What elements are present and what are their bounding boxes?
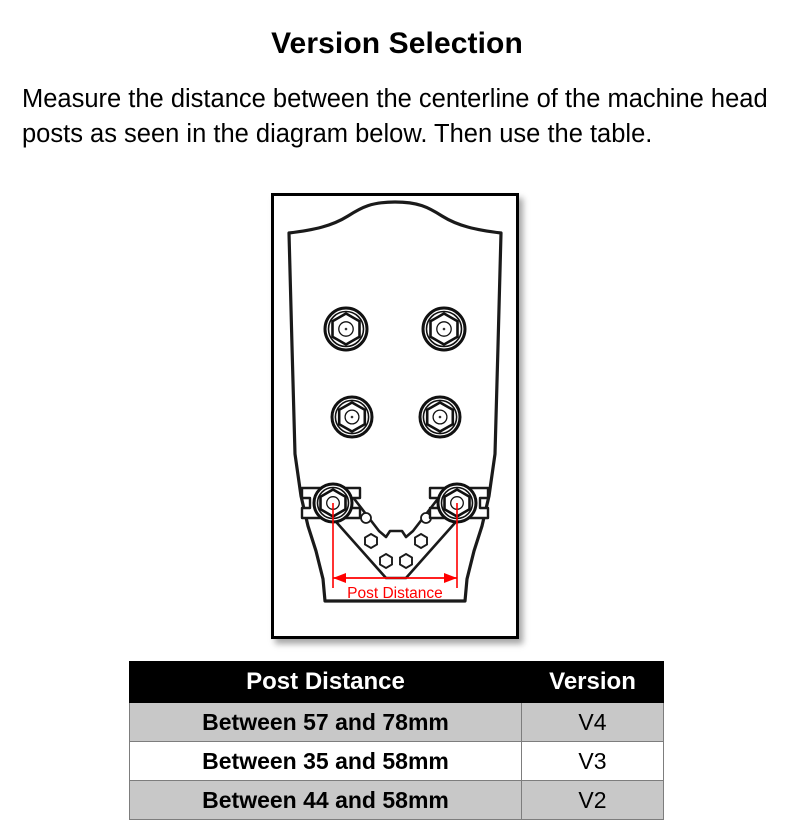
headstock-diagram-svg [274, 196, 516, 636]
headstock-diagram-frame [271, 193, 519, 639]
tuner-post-top-left [325, 308, 367, 350]
cell-post-distance: Between 57 and 78mm [130, 703, 522, 742]
tuner-post-bottom-right [420, 397, 460, 437]
post-distance-label: Post Distance [347, 585, 443, 602]
cell-post-distance: Between 35 and 58mm [130, 742, 522, 781]
table-row [130, 781, 664, 820]
table-header-row [130, 662, 664, 703]
table-row [130, 703, 664, 742]
column-header-post-distance: Post Distance [130, 662, 522, 703]
locking-clamp-right [430, 484, 488, 522]
locking-clamp-left [302, 484, 360, 522]
tuner-post-top-right [423, 308, 465, 350]
cell-post-distance: Between 44 and 58mm [130, 781, 522, 820]
cell-version: V3 [522, 742, 664, 781]
version-selection-table [129, 661, 664, 820]
cell-version: V2 [522, 781, 664, 820]
instructions-text: Measure the distance between the centerline of the machine head posts as seen in the diagram below. Then use the table. [22, 85, 768, 149]
tuner-post-bottom-left [332, 397, 372, 437]
table-row [130, 742, 664, 781]
cell-version: V4 [522, 703, 664, 742]
page-title: Version Selection [271, 27, 523, 60]
column-header-version: Version [522, 662, 664, 703]
